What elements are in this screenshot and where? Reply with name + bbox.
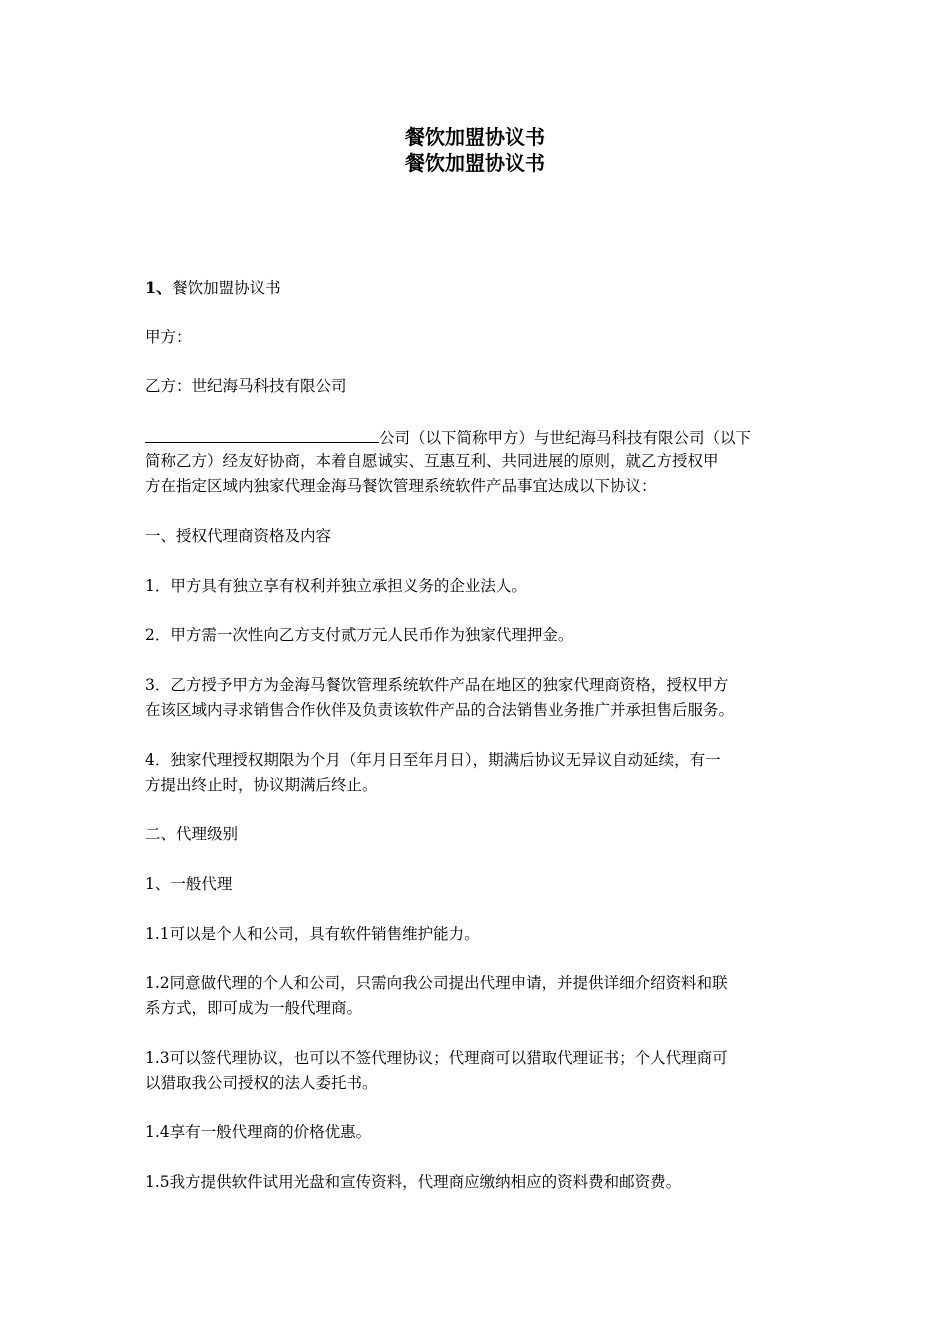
- party-b-line: 乙方：世纪海马科技有限公司: [145, 377, 347, 395]
- section-heading: [145, 275, 810, 301]
- section-one-heading: 一、授权代理商资格及内容: [145, 527, 332, 545]
- intro-line-2: 简称乙方）经友好协商，本着自愿诚实、互惠互利、共同进展的原则，就乙方授权甲: [145, 452, 719, 470]
- section-two-item-1-2-line-1: 1.2同意做代理的个人和公司，只需向我公司提出代理申请，并提供详细介绍资料和联: [145, 974, 728, 992]
- section-two-item-1-5: 1.5我方提供软件试用光盘和宣传资料，代理商应缴纳相应的资料费和邮资费。: [145, 1173, 682, 1191]
- section-one-item-4-line-2: 方提出终止时，协议期满后终止。: [145, 776, 378, 794]
- section-number: 1、: [145, 278, 173, 297]
- section-two-heading: 二、代理级别: [145, 825, 239, 843]
- intro-line-1: [145, 424, 810, 451]
- party-a-line: 甲方：: [145, 328, 192, 346]
- document-title-line1: 餐饮加盟协议书: [405, 125, 545, 149]
- intro-line-1-text: 公司（以下简称甲方）与世纪海马科技有限公司（以下: [379, 429, 752, 447]
- section-two-item-1-4: 1.4享有一般代理商的价格优惠。: [145, 1123, 372, 1141]
- section-two-item-1-1: 1.1可以是个人和公司，具有软件销售维护能力。: [145, 925, 480, 943]
- section-one-item-4-line-1: 4．独家代理授权期限为个月（年月日至年月日），期满后协议无异议自动延续，有一: [145, 751, 721, 769]
- section-one-item-2: 2．甲方需一次性向乙方支付贰万元人民币作为独家代理押金。: [145, 626, 574, 644]
- section-title: 餐饮加盟协议书: [172, 279, 281, 297]
- section-one-item-3-line-1: 3．乙方授予甲方为金海马餐饮管理系统软件产品在地区的独家代理商资格，授权甲方: [145, 676, 729, 694]
- section-two-item-1-2-line-2: 系方式，即可成为一般代理商。: [145, 999, 363, 1017]
- company-name-blank: [145, 424, 379, 443]
- intro-line-3: 方在指定区域内独家代理金海马餐饮管理系统软件产品事宜达成以下协议：: [145, 477, 657, 495]
- document-title-line2: 餐饮加盟协议书: [405, 151, 545, 175]
- section-one-item-3-line-2: 在该区域内寻求销售合作伙伴及负责该软件产品的合法销售业务推广并承担售后服务。: [145, 701, 735, 719]
- section-one-item-1: 1．甲方具有独立享有权利并独立承担义务的企业法人。: [145, 577, 527, 595]
- section-two-item-1-3-line-1: 1.3可以签代理协议，也可以不签代理协议；代理商可以猎取代理证书；个人代理商可: [145, 1049, 728, 1067]
- section-two-sub-1: 1、一般代理: [145, 875, 233, 893]
- section-two-item-1-3-line-2: 以猎取我公司授权的法人委托书。: [145, 1074, 378, 1092]
